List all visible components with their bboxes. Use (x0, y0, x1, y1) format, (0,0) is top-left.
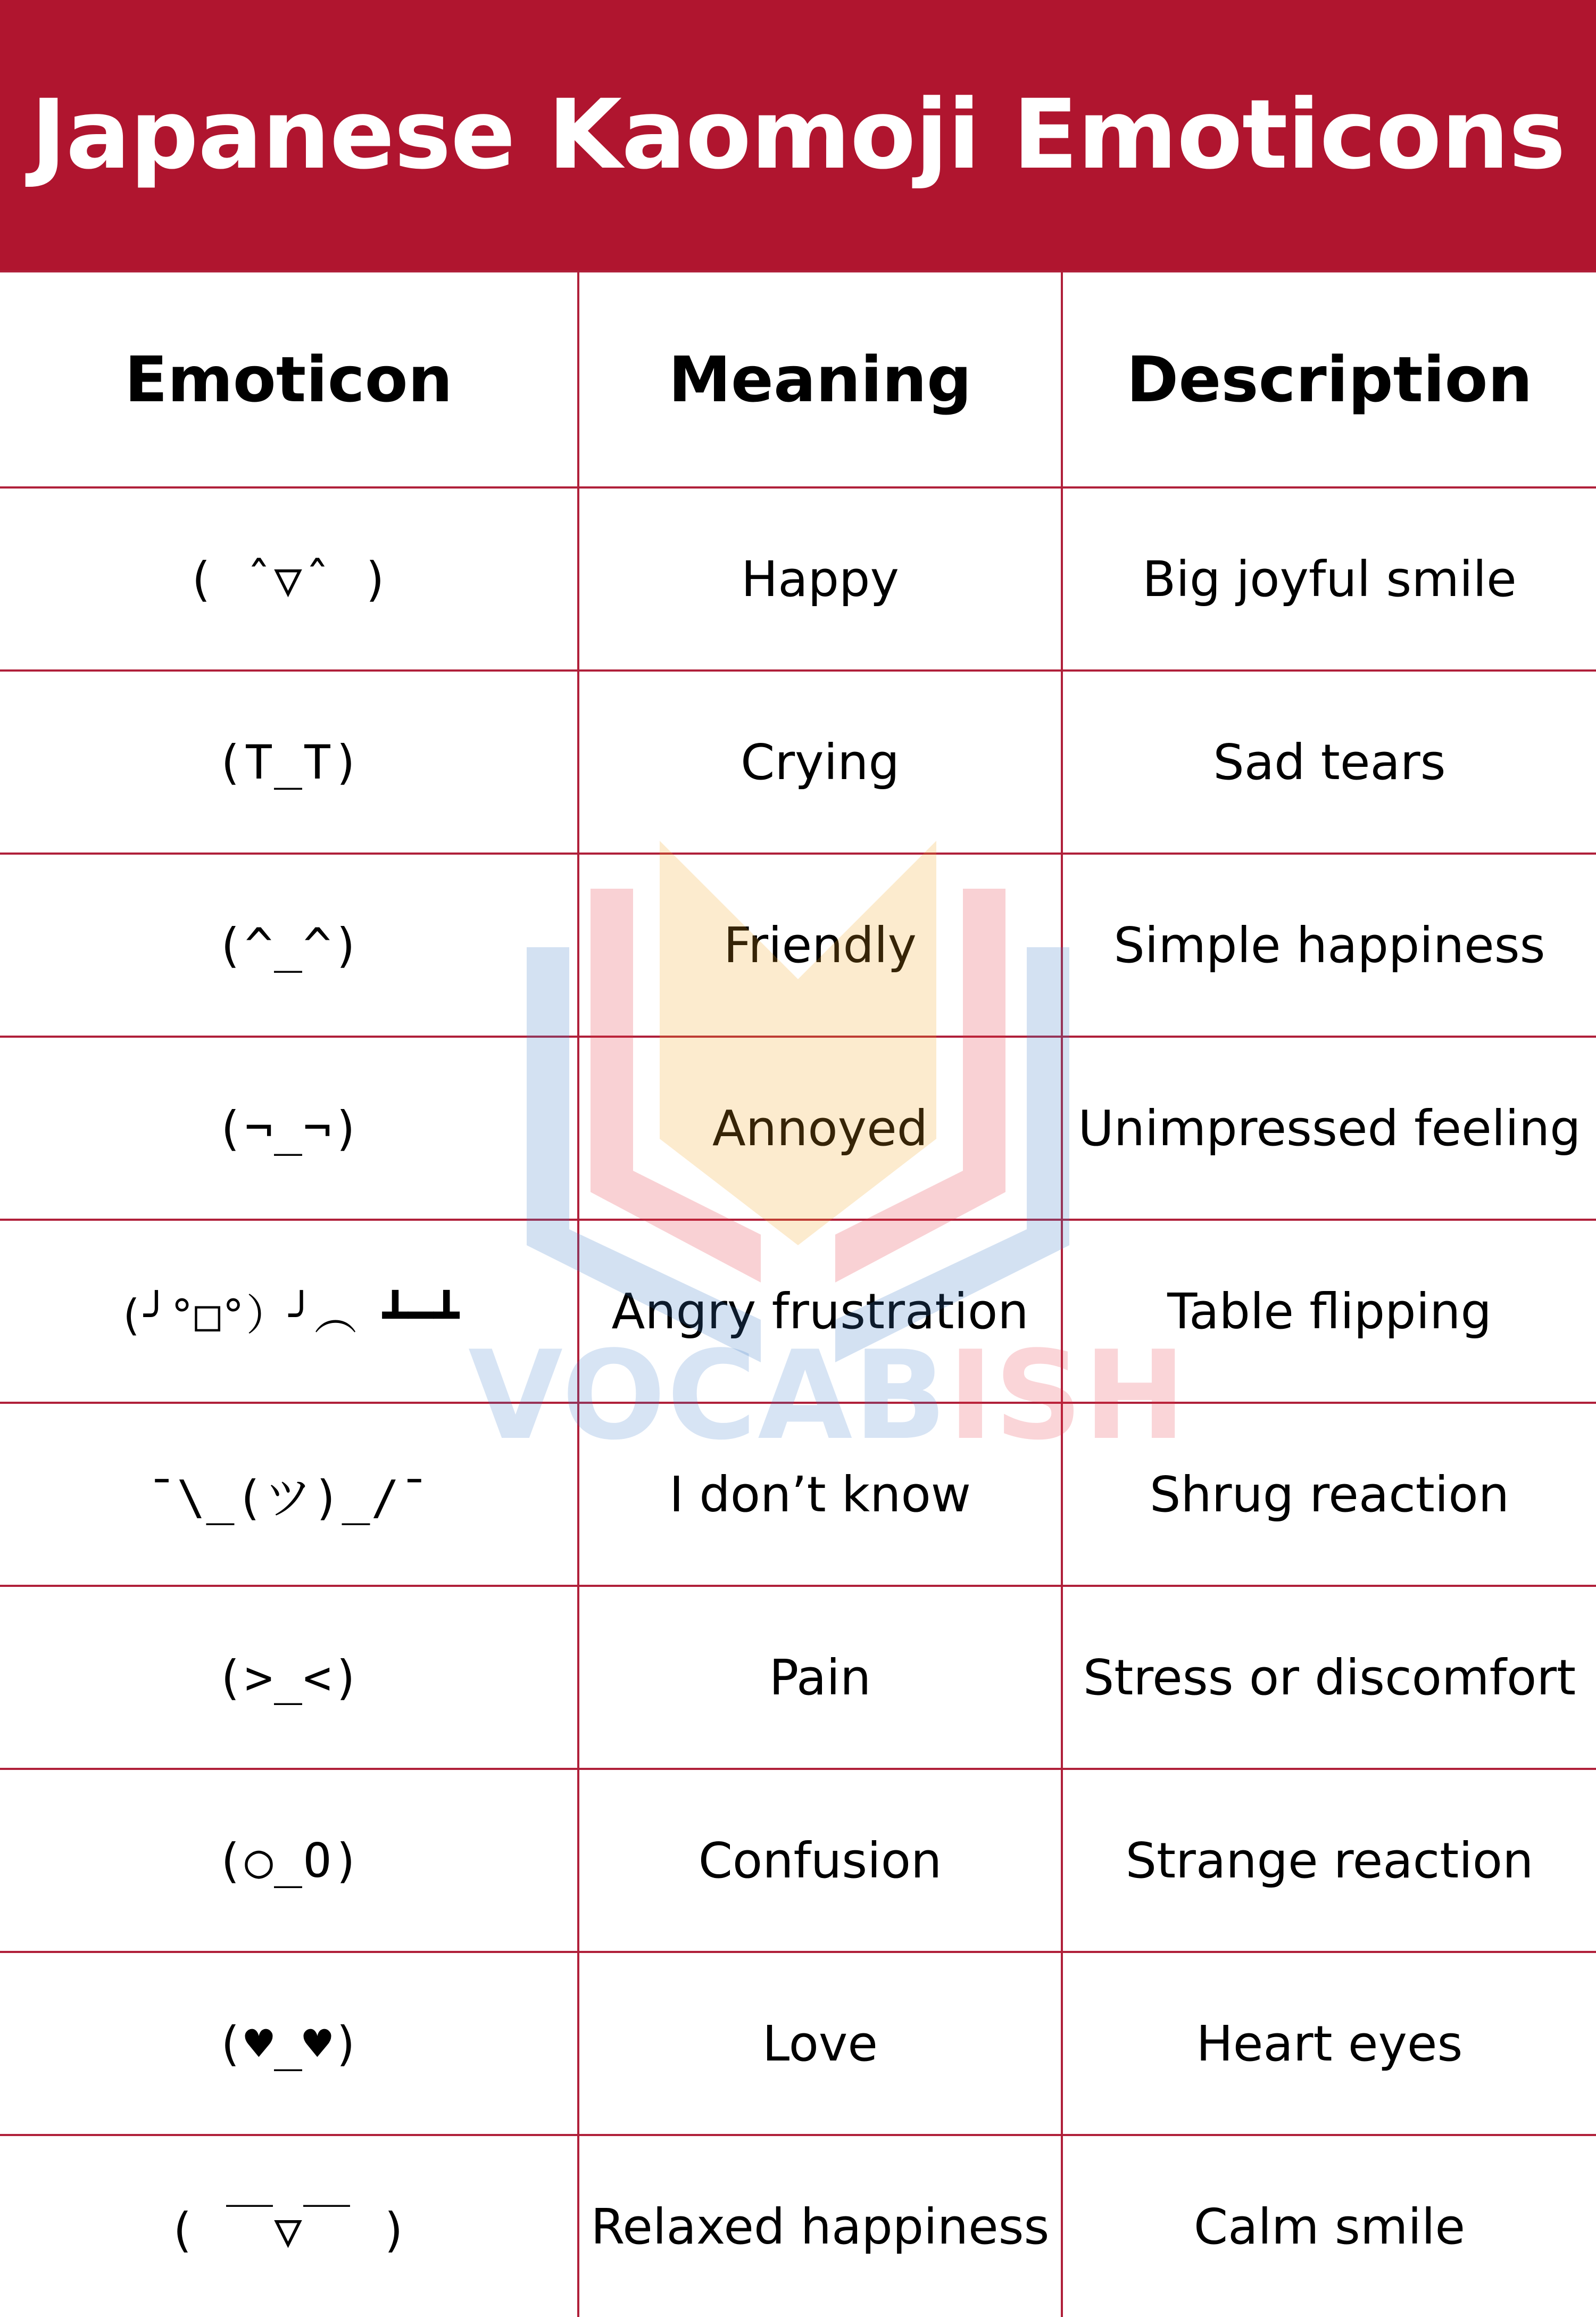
emoticon-cell: (╯°□°）╯︵ ┻━┻ (0, 1220, 578, 1403)
kaomoji-table (0, 270, 1596, 2317)
description-cell: Unimpressed feeling (1062, 1037, 1596, 1220)
description-cell: Calm smile (1062, 2135, 1596, 2317)
page-title: Japanese Kaomoji Emoticons (30, 79, 1566, 191)
title-banner (0, 0, 1596, 270)
meaning-cell: Love (578, 1952, 1062, 2135)
description-cell: Big joyful smile (1062, 487, 1596, 671)
meaning-cell: Relaxed happiness (578, 2135, 1062, 2317)
table-row (0, 1403, 1596, 1586)
table-row (0, 1037, 1596, 1220)
description-cell: Shrug reaction (1062, 1403, 1596, 1586)
emoticon-cell: ( ￣▽￣ ) (0, 2135, 578, 2317)
meaning-cell: Friendly (578, 854, 1062, 1037)
watermark-text-ish: ISH (947, 1325, 1187, 1467)
emoticon-cell: (^_^) (0, 854, 578, 1037)
header-meaning: Meaning (578, 271, 1062, 487)
emoticon-cell: (T_T) (0, 671, 578, 854)
watermark-text-vocab: VOCAB (468, 1325, 948, 1467)
table-row (0, 2135, 1596, 2317)
table-row (0, 1586, 1596, 1769)
table-row (0, 487, 1596, 671)
emoticon-cell: (○_O) (0, 1769, 578, 1952)
meaning-cell: I don’t know (578, 1403, 1062, 1586)
description-cell: Stress or discomfort (1062, 1586, 1596, 1769)
meaning-cell: Confusion (578, 1769, 1062, 1952)
table-row (0, 854, 1596, 1037)
table-row (0, 1220, 1596, 1403)
header-description: Description (1062, 271, 1596, 487)
description-cell: Heart eyes (1062, 1952, 1596, 2135)
table-row (0, 671, 1596, 854)
emoticon-cell: ( ˆ▽ˆ ) (0, 487, 578, 671)
meaning-cell: Pain (578, 1586, 1062, 1769)
meaning-cell: Crying (578, 671, 1062, 854)
meaning-cell: Annoyed (578, 1037, 1062, 1220)
emoticon-cell: ¯\_(ツ)_/¯ (0, 1403, 578, 1586)
header-emoticon: Emoticon (0, 271, 578, 487)
meaning-cell: Happy (578, 487, 1062, 671)
meaning-cell: Angry frustration (578, 1220, 1062, 1403)
description-cell: Table flipping (1062, 1220, 1596, 1403)
description-cell: Strange reaction (1062, 1769, 1596, 1952)
description-cell: Sad tears (1062, 671, 1596, 854)
emoticon-cell: (¬_¬) (0, 1037, 578, 1220)
emoticon-cell: (>_<) (0, 1586, 578, 1769)
table-row (0, 1769, 1596, 1952)
table-row (0, 1952, 1596, 2135)
header-row (0, 271, 1596, 487)
description-cell: Simple happiness (1062, 854, 1596, 1037)
emoticon-cell: (♥_♥) (0, 1952, 578, 2135)
